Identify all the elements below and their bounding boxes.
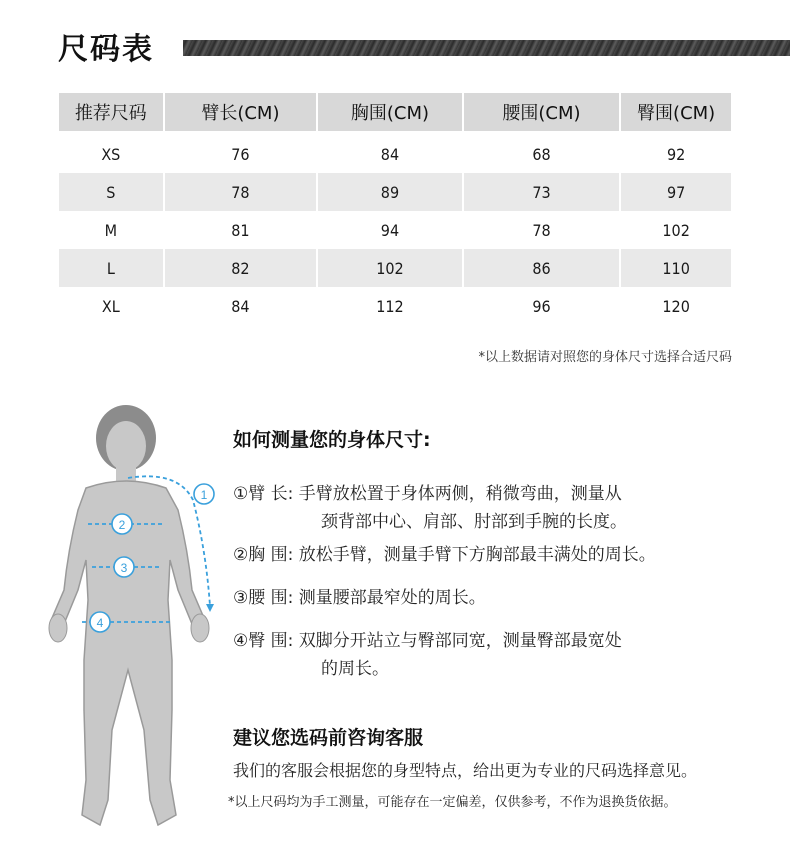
table-cell: 120 (662, 296, 690, 316)
table-cell: 112 (376, 296, 404, 316)
measure-item-label: ②胸 围: (233, 545, 294, 565)
left-hand (49, 614, 67, 642)
table-cell: 89 (318, 173, 462, 211)
title-decoration-bar (183, 40, 790, 56)
table-cell: L (59, 249, 163, 287)
column-header-hip: 臀围(CM) (621, 93, 731, 135)
table-cell: 78 (165, 173, 317, 211)
table-cell: 84 (380, 144, 400, 164)
table-row (59, 287, 731, 325)
table-cell: XL (101, 296, 120, 316)
table-row (59, 211, 731, 249)
measure-item-desc-cont: 颈背部中心、肩部、肘部到手腕的长度。 (321, 512, 627, 532)
measure-item-arm (233, 480, 627, 536)
measure-item-chest (233, 541, 656, 569)
marker-2-label: 2 (118, 518, 126, 532)
measure-item-desc: 测量腰部最窄处的周长。 (298, 588, 486, 608)
table-cell: 110 (621, 249, 731, 287)
table-cell: 96 (532, 296, 551, 316)
measure-item-desc: 放松手臂，测量手臂下方胸部最丰满处的周长。 (298, 545, 656, 565)
body-measurement-figure (28, 400, 228, 840)
marker-3-label: 3 (120, 561, 128, 575)
measure-item-label: ③腰 围: (233, 588, 294, 608)
table-cell: 73 (464, 173, 620, 211)
page-title: 尺码表 (58, 32, 154, 67)
table-row (59, 135, 731, 173)
table-row (59, 173, 731, 211)
arrow-head (206, 604, 214, 612)
column-header-size: 推荐尺码 (59, 93, 163, 135)
measure-item-desc: 双脚分开站立与臀部同宽，测量臀部最宽处 (298, 631, 622, 651)
table-cell: 97 (621, 173, 731, 211)
table-cell: S (59, 173, 163, 211)
measure-item-desc-cont: 的周长。 (321, 659, 389, 679)
table-footnote: *以上数据请对照您的身体尺寸选择合适尺码 (478, 350, 732, 365)
advice-title: 建议您选码前咨询客服 (233, 727, 424, 749)
table-cell: 84 (231, 296, 250, 316)
measurement-disclaimer: *以上尺码均为手工测量，可能存在一定偏差，仅供参考，不作为退换货依据。 (228, 795, 677, 810)
table-cell: 86 (464, 249, 620, 287)
table-cell: 76 (231, 144, 250, 164)
table-row (59, 249, 731, 287)
column-header-waist: 腰围(CM) (464, 93, 620, 135)
table-cell: 102 (318, 249, 462, 287)
column-header-arm-length: 臂长(CM) (165, 93, 317, 135)
measure-item-label: ④臀 围: (233, 631, 294, 651)
measure-item-label: ①臂 长: (233, 484, 294, 504)
table-cell: 94 (380, 220, 400, 240)
size-chart-table (57, 93, 733, 325)
table-cell: M (104, 220, 118, 240)
table-cell: 78 (532, 220, 551, 240)
table-cell: 68 (532, 144, 551, 164)
right-hand (191, 614, 209, 642)
marker-1-label: 1 (200, 488, 208, 502)
neck-shape (116, 466, 136, 482)
marker-4-label: 4 (96, 616, 104, 630)
table-cell: 81 (231, 220, 250, 240)
column-header-chest: 胸围(CM) (318, 93, 462, 135)
how-to-measure-title: 如何测量您的身体尺寸: (233, 429, 431, 451)
measure-item-desc: 手臂放松置于身体两侧，稍微弯曲，测量从 (298, 484, 622, 504)
table-cell: 102 (662, 220, 690, 240)
table-cell: 92 (666, 144, 686, 164)
table-header-row (59, 93, 731, 135)
table-cell: 82 (165, 249, 317, 287)
measure-item-waist (233, 584, 486, 612)
face-shape (106, 421, 146, 471)
table-cell: XS (101, 144, 121, 164)
measure-item-hip (233, 627, 622, 683)
advice-text: 我们的客服会根据您的身型特点，给出更为专业的尺码选择意见。 (233, 761, 698, 780)
